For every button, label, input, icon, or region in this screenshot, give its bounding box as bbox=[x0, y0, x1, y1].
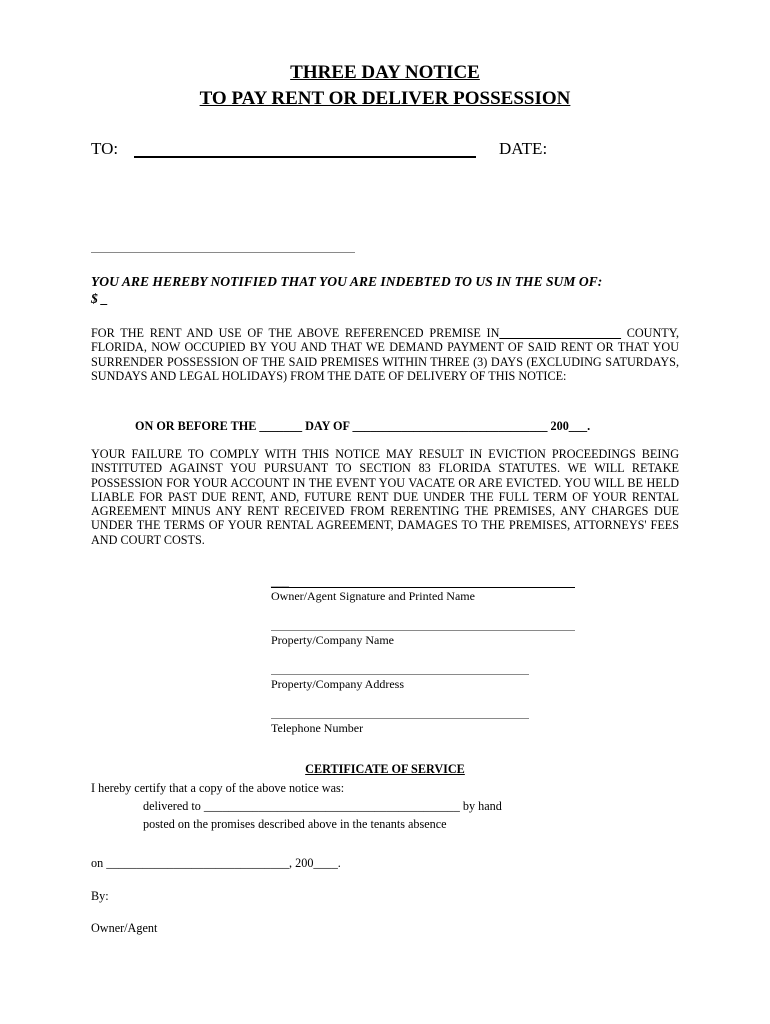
date-label: DATE: bbox=[499, 139, 548, 158]
service-date-line[interactable]: on ______________________________, 200____. bbox=[91, 856, 341, 870]
property-address-label: Property/Company Address bbox=[271, 677, 404, 691]
posted-line: posted on the promises described above in the tenants absence bbox=[143, 817, 447, 831]
owner-signature-label: Owner/Agent Signature and Printed Name bbox=[271, 589, 475, 603]
deadline-line[interactable]: ON OR BEFORE THE _______ DAY OF ________________________________ 200___. bbox=[135, 419, 591, 433]
by-label: By: bbox=[91, 889, 109, 903]
certificate-intro: I hereby certify that a copy of the above notice was: bbox=[91, 781, 345, 795]
rent-demand-rest: COUNTY, FLORIDA, NOW OCCUPIED BY YOU AND THAT WE DEMAND PAYMENT OF SAID RENT OR THAT YOU SURRENDER POSSESSION OF THE SAID PREMISES WITHIN THREE (3) DAYS (EXCLUDING SATURDAYS, SUNDAYS AND LEGAL HOLIDAYS) FROM THE DATE OF DELIVERY OF THIS NOTICE: bbox=[91, 326, 679, 383]
property-name-line[interactable] bbox=[271, 630, 575, 631]
telephone-line[interactable] bbox=[271, 718, 529, 719]
to-label: TO: bbox=[91, 139, 119, 158]
rent-demand-paragraph bbox=[91, 326, 679, 383]
to-field-line[interactable] bbox=[134, 156, 476, 158]
signature-marker: ___ bbox=[271, 575, 289, 589]
delivered-to-line[interactable]: delivered to __________________________________________ by hand bbox=[143, 799, 502, 813]
telephone-label: Telephone Number bbox=[271, 721, 364, 735]
address-field-line[interactable] bbox=[91, 252, 355, 253]
notice-title-line2: TO PAY RENT OR DELIVER POSSESSION bbox=[199, 88, 571, 109]
notice-title-line1: THREE DAY NOTICE bbox=[290, 62, 480, 83]
county-field[interactable]: ________ ___________ bbox=[499, 326, 621, 340]
failure-to-comply-paragraph: YOUR FAILURE TO COMPLY WITH THIS NOTICE MAY RESULT IN EVICTION PROCEEDINGS BEING INSTITUTED AGAINST YOU PURSUANT TO SECTION 83 FLORIDA STATUTES. WE WILL RETAKE POSSESSION FOR YOUR ACCOUNT IN THE EVENT YOU VACATE OR ARE EVICTED. YOU WILL BE HELD LIABLE FOR PAST DUE RENT, AND, FUTURE RENT DUE UNDER THE FULL TERM OF YOUR RENTAL AGREEMENT MINUS ANY RENT RECEIVED FROM RERENTING THE PREMISES, ANY CHARGES DUE UNDER THE TERMS OF YOUR RENTAL AGREEMENT, DAMAGES TO THE PREMISES, ATTORNEYS' FEES AND COURT COSTS. bbox=[91, 447, 679, 547]
amount-field[interactable]: $ _ bbox=[91, 291, 108, 306]
notified-statement: YOU ARE HEREBY NOTIFIED THAT YOU ARE INDEBTED TO US IN THE SUM OF: bbox=[91, 274, 603, 289]
certificate-title: CERTIFICATE OF SERVICE bbox=[305, 762, 465, 776]
owner-agent-label: Owner/Agent bbox=[91, 921, 158, 935]
rent-demand-lead: FOR THE RENT AND USE OF THE ABOVE REFERENCED PREMISE IN bbox=[91, 326, 500, 340]
owner-signature-line[interactable] bbox=[271, 587, 575, 588]
property-name-label: Property/Company Name bbox=[271, 633, 394, 647]
property-address-line[interactable] bbox=[271, 674, 529, 675]
